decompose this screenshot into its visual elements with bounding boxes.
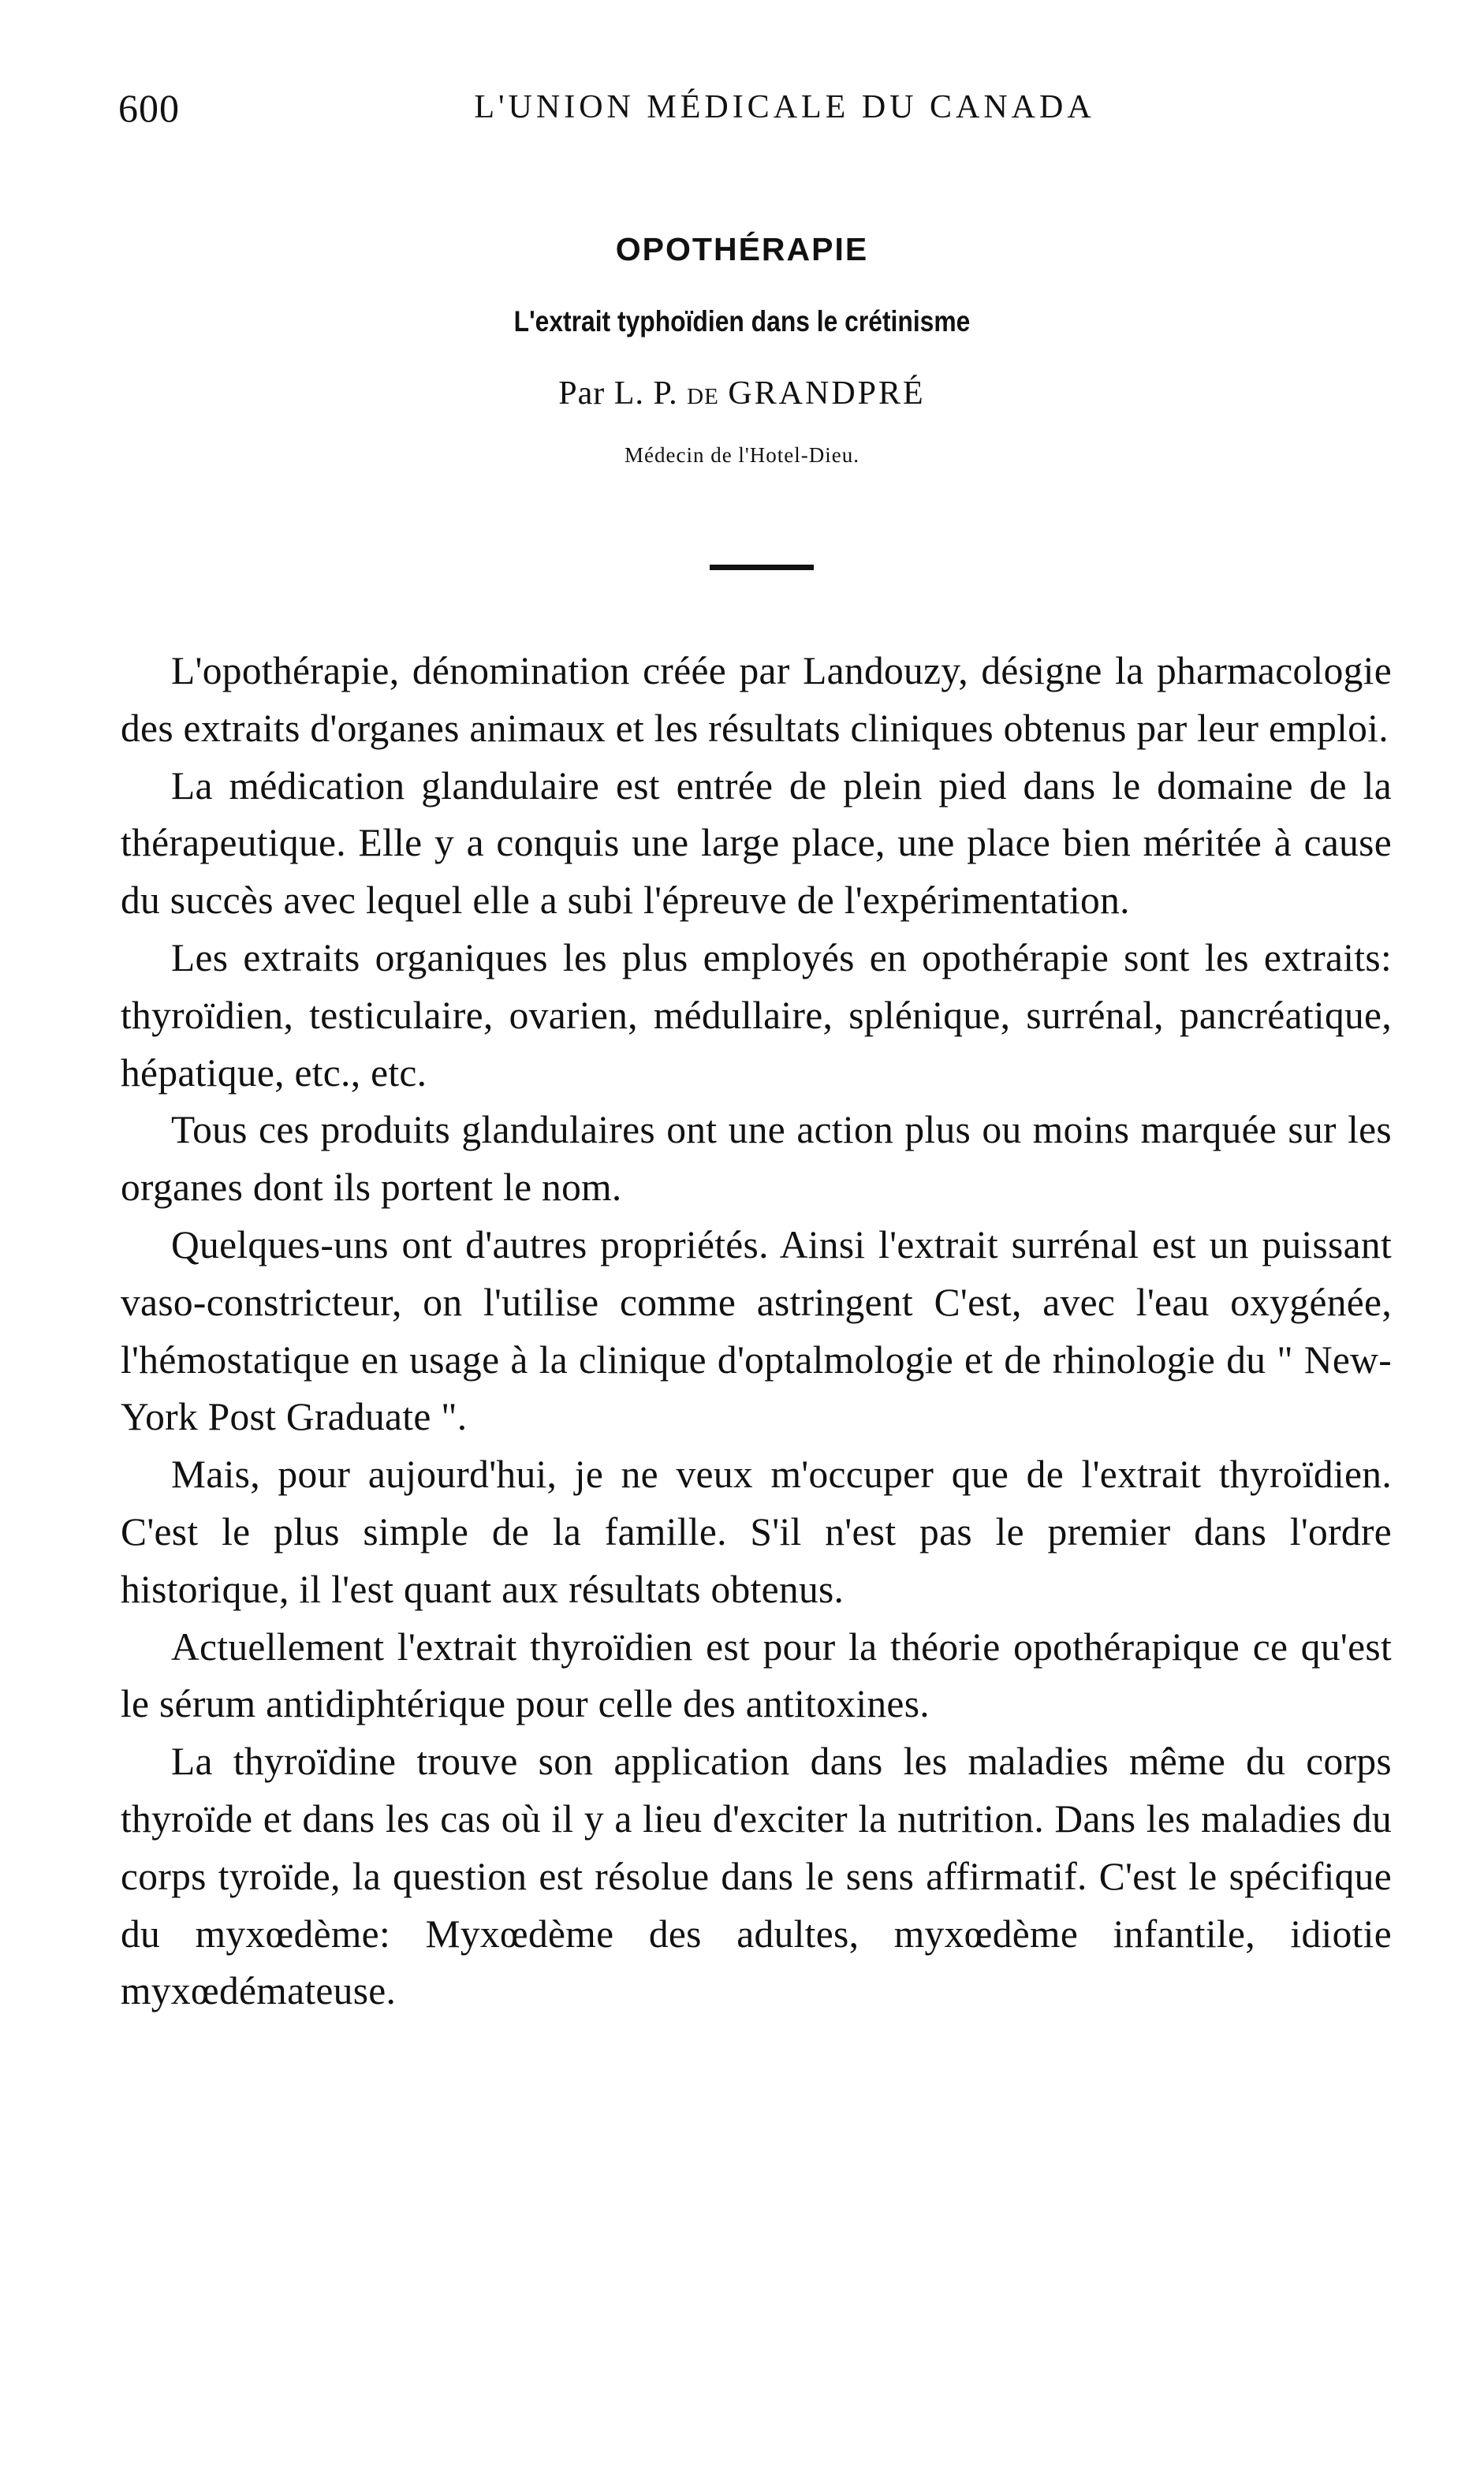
paragraph: L'opothérapie, dénomination créée par Landouzy, désigne la pharmacologie des extraits d'organes animaux et les résultats cliniques obtenus par leur emploi. xyxy=(121,649,1392,750)
author-surname: GRANDPRÉ xyxy=(728,375,926,412)
paragraph: Tous ces produits glandulaires ont une action plus ou moins marquée sur les organes dont ils portent le nom. xyxy=(121,1108,1392,1210)
running-head xyxy=(118,85,1404,148)
paragraph: Quelques-uns ont d'autres propriétés. Ainsi l'extrait surrénal est un puissant vaso-constricteur, on l'utilise comme astringent C'est, avec l'eau oxygénée, l'hémostatique en usage à la clinique d'optalmologie et de rhinologie du " New-York Post Graduate ". xyxy=(121,1222,1392,1439)
page-number: 600 xyxy=(118,86,180,130)
byline-prefix: Par L. P. xyxy=(558,375,678,412)
byline xyxy=(0,371,1484,416)
separator-rule xyxy=(710,565,814,570)
journal-title: L'UNION MÉDICALE DU CANADA xyxy=(474,89,1095,125)
paragraph: Les extraits organiques les plus employés en opothérapie sont les extraits: thyroïdien, testiculaire, ovarien, médullaire, splénique, surrénal, pancréatique, hépatique, etc., etc. xyxy=(121,935,1392,1095)
paragraph: La médication glandulaire est entrée de plein pied dans le domaine de la thérapeutique. Elle y a conquis une large place, une place bien méritée à cause du succès avec lequel elle a subi l'épreuve de l'expérimentation. xyxy=(121,763,1392,923)
paragraph: Mais, pour aujourd'hui, je ne veux m'occuper que de l'extrait thyroïdien. C'est le plus simple de la famille. S'il n'est pas le premier dans l'ordre historique, il l'est quant aux résultats obtenus. xyxy=(121,1453,1392,1611)
byline-particle: DE xyxy=(687,384,719,409)
author-affiliation: Médecin de l'Hotel-Dieu. xyxy=(624,443,860,467)
paragraph: Actuellement l'extrait thyroïdien est pour la théorie opothérapique ce qu'est le sérum antidiphtérique pour celle des antitoxines. xyxy=(121,1624,1392,1726)
article-heading xyxy=(0,225,1484,471)
article-body xyxy=(121,643,1392,2020)
article-title: L'extrait typhoïdien dans le crétinisme xyxy=(513,305,971,338)
section-title: OPOTHÉRAPIE xyxy=(615,231,869,267)
paragraph: La thyroïdine trouve son application dans les maladies même du corps thyroïde et dans les cas où il y a lieu d'exciter la nutrition. Dans les maladies du corps tyroïde, la question est résolue dans le sens affirmatif. C'est le spécifique du myxœdème: Myxœdème des adultes, myxœdème infantile, idiotie myxœdémateuse. xyxy=(121,1740,1392,2013)
